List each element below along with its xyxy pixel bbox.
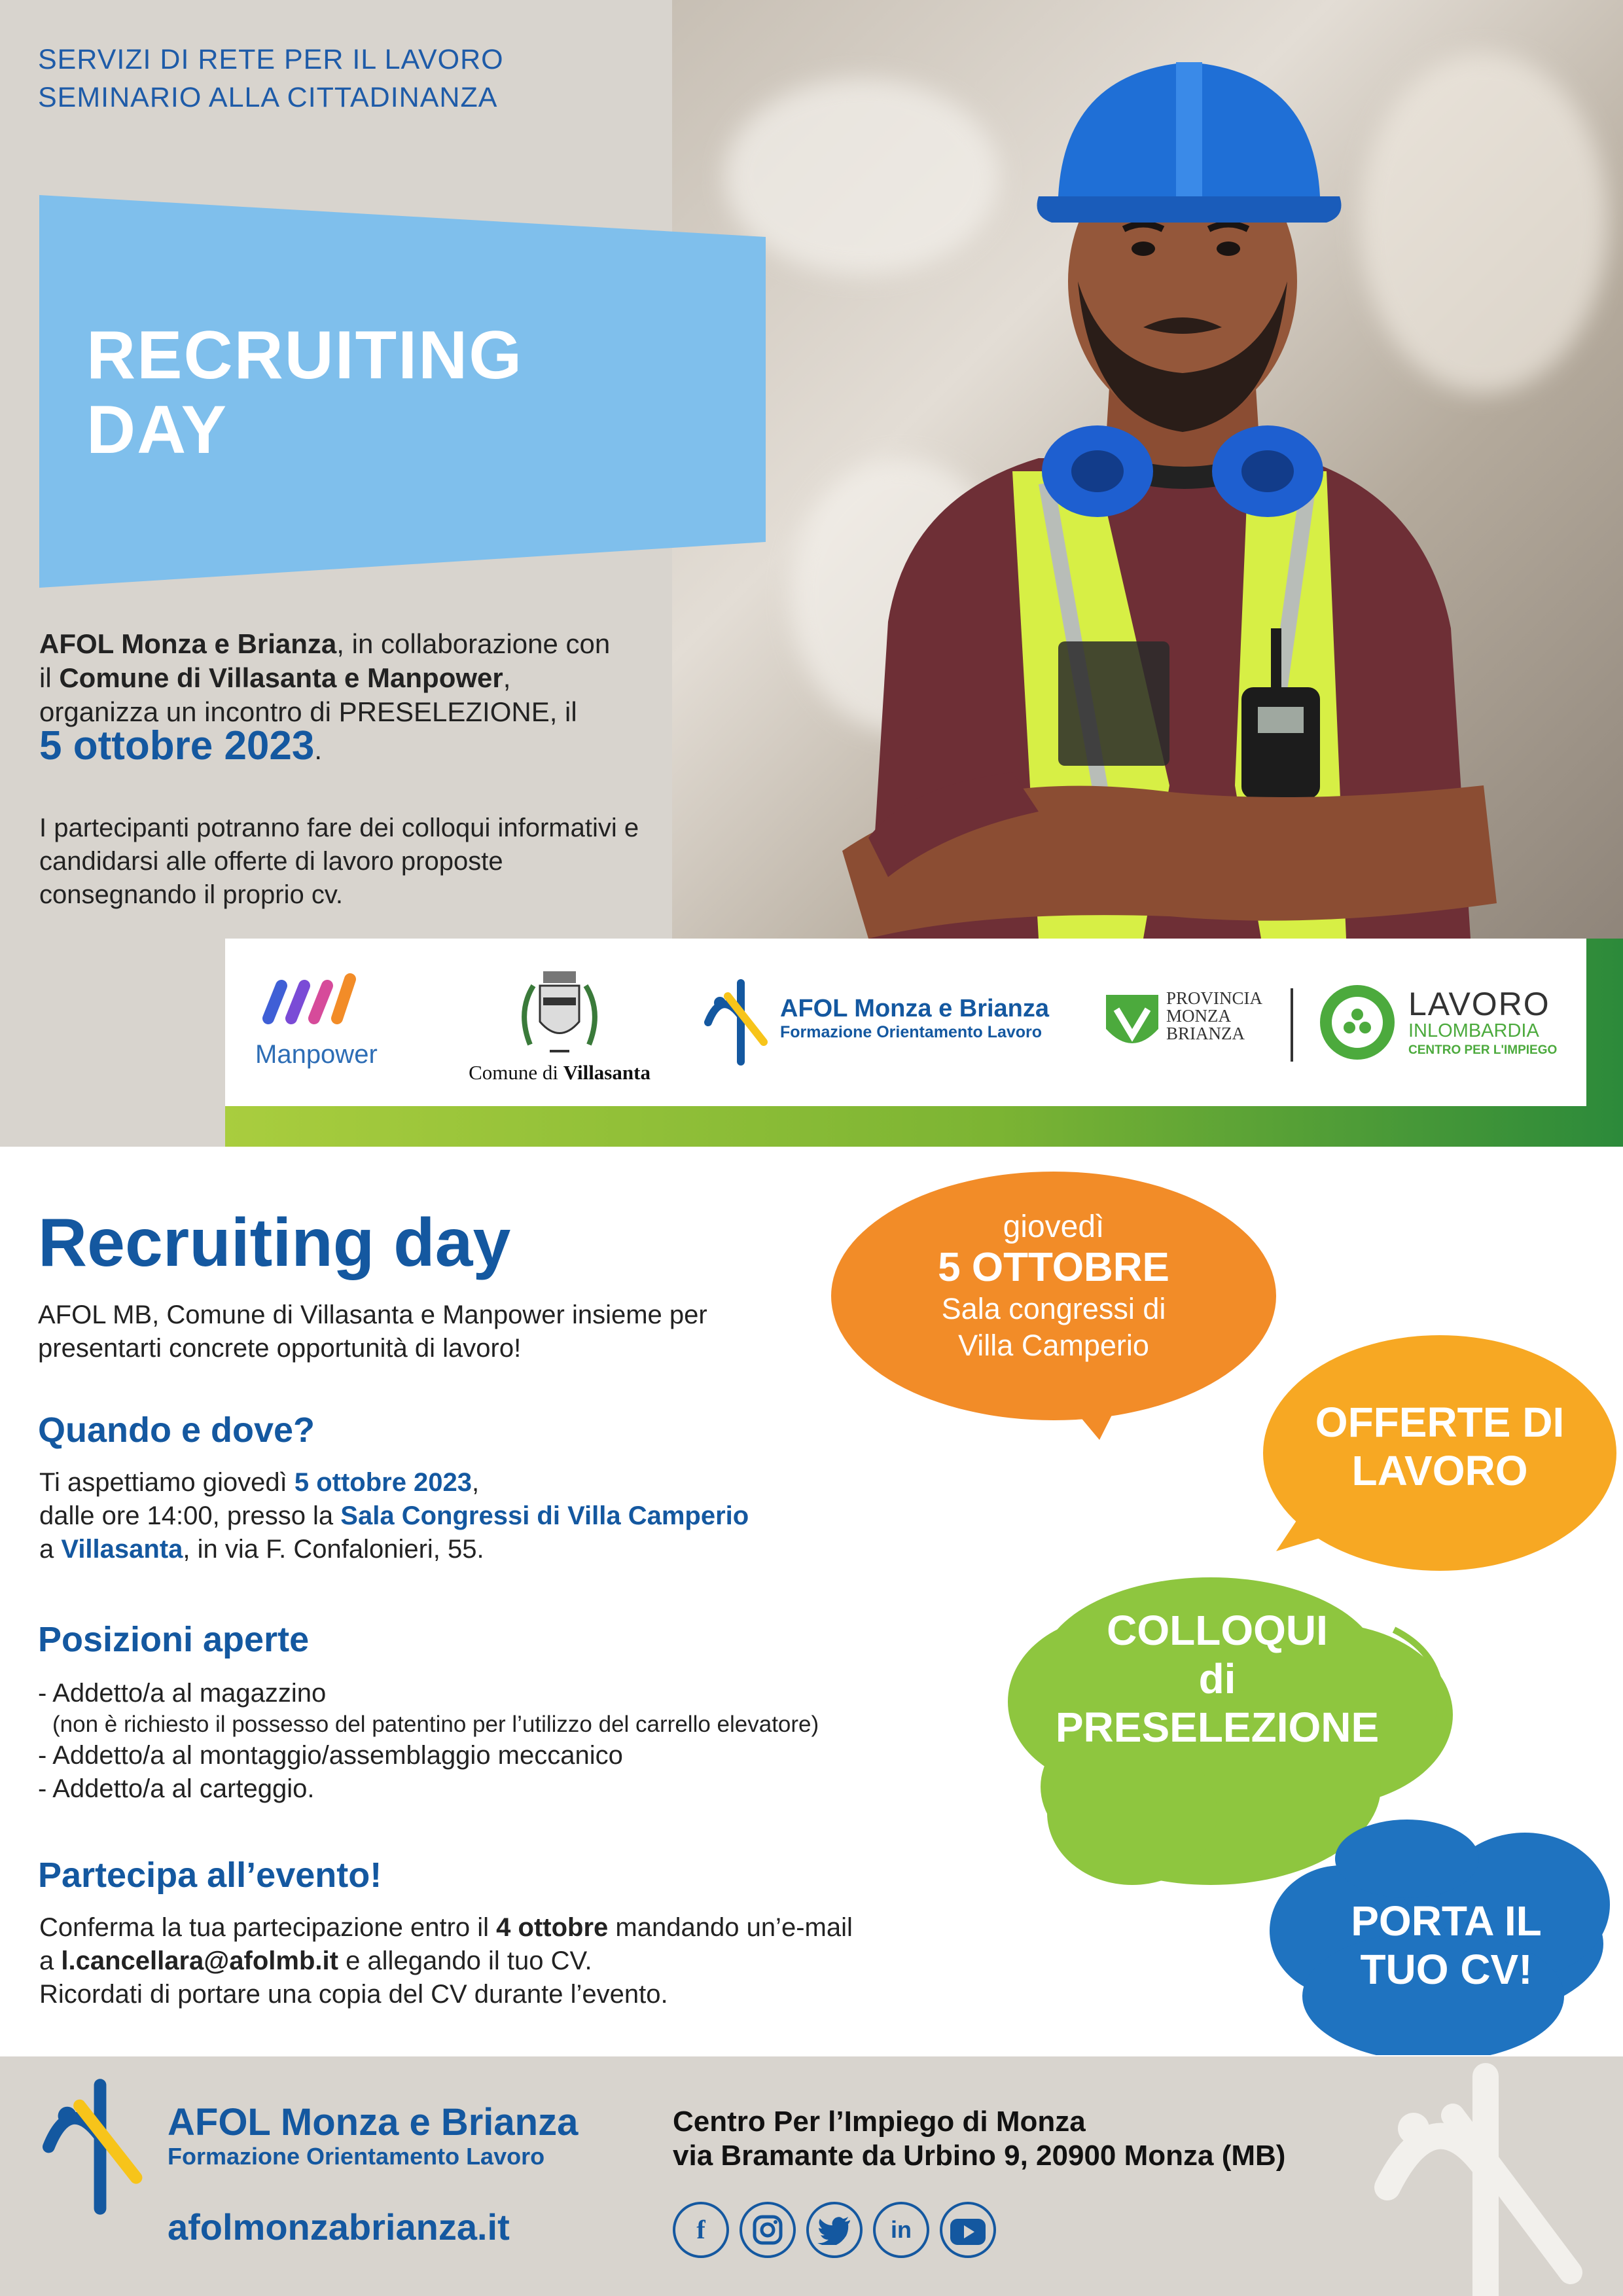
footer-afol-logo [38, 2075, 162, 2222]
intro-text-3: . [314, 734, 323, 765]
date-bubble-place-2: Villa Camperio [958, 1329, 1149, 1362]
provincia-line-1: PROVINCIA [1166, 988, 1263, 1008]
intro-text-2: , organizza un incontro di PRESELEZIONE, il [39, 662, 577, 727]
intro-paragraph-2: I partecipanti potranno fare dei colloqui informativi e candidarsi alle offerte di lavoro proposte consegnando il proprio cv. [39, 814, 639, 909]
footer-afol-sub: Formazione Orientamento Lavoro [168, 2143, 545, 2170]
footer-website[interactable]: afolmonzabrianza.it [168, 2206, 510, 2248]
provincia-line-3: BRIANZA [1166, 1024, 1245, 1043]
when-text-3: dalle ore 14:00, presso la [39, 1501, 341, 1530]
youtube-icon[interactable] [940, 2202, 996, 2258]
lavoro-lombardia-logo [1318, 983, 1558, 1065]
when-date: 5 ottobre 2023 [294, 1468, 473, 1497]
main-title: Recruiting day [38, 1205, 511, 1281]
when-text-5: , in via F. Confalonieri, 55. [183, 1535, 484, 1564]
instagram-icon[interactable] [740, 2202, 796, 2258]
offers-line-1: OFFERTE DI [1315, 1399, 1565, 1446]
afol-mark-icon [38, 2075, 162, 2219]
when-venue: Sala Congressi di Villa Camperio [340, 1501, 749, 1530]
header-line-1: SERVIZI DI RETE PER IL LAVORO [38, 44, 504, 75]
afol-logo-sub: Formazione Orientamento Lavoro [780, 1023, 1043, 1041]
twitter-icon[interactable] [806, 2202, 863, 2258]
banner-title-line-2: DAY [86, 392, 228, 468]
join-deadline: 4 ottobre [496, 1913, 609, 1942]
footer-afol-text [168, 2102, 578, 2170]
lavoro-ring-icon [1318, 983, 1397, 1062]
comune-logo [452, 966, 668, 1085]
coat-of-arms-icon [517, 966, 602, 1058]
when-town: Villasanta [61, 1535, 183, 1564]
manpower-label: Manpower [255, 1040, 378, 1069]
when-heading: Quando e dove? [38, 1410, 315, 1450]
footer-office-line-2: via Bramante da Urbino 9, 20900 Monza (MB) [673, 2140, 1286, 2172]
logo-divider [1291, 988, 1293, 1062]
lavoro-centro: CENTRO PER L'IMPIEGO [1408, 1043, 1558, 1057]
position-item: - Addetto/a al montaggio/assemblaggio meccanico [38, 1741, 623, 1770]
logo-panel [225, 939, 1586, 1106]
intro-org: AFOL Monza e Brianza [39, 628, 337, 659]
date-bubble-place-1: Sala congressi di [941, 1292, 1166, 1325]
afol-logo-name: AFOL Monza e Brianza [780, 995, 1050, 1022]
when-text-1: Ti aspettiamo giovedì [39, 1468, 294, 1497]
header-line-2: SEMINARIO ALLA CITTADINANZA [38, 82, 498, 113]
date-bubble-day: giovedì [1003, 1210, 1105, 1244]
provincia-logo [1103, 988, 1263, 1061]
when-text-2: , [472, 1468, 480, 1497]
join-text-5: Ricordati di portare una copia del CV durante l’evento. [39, 1980, 668, 2009]
position-item: - Addetto/a al magazzino [38, 1679, 327, 1708]
offers-bubble-text [1263, 1398, 1616, 1495]
join-text-3: a [39, 1946, 62, 1975]
footer-office-line-1: Centro Per l’Impiego di Monza [673, 2106, 1086, 2138]
footer-afol-name: AFOL Monza e Brianza [168, 2101, 579, 2144]
position-item: - Addetto/a al carteggio. [38, 1774, 315, 1803]
comune-prefix: Comune di [469, 1061, 563, 1084]
worker-photo [672, 0, 1623, 939]
afol-logo [702, 977, 1050, 1071]
hero-section [0, 0, 1623, 1147]
positions-list [38, 1677, 819, 1806]
date-bubble-text [864, 1210, 1243, 1364]
footer-watermark-icon [1361, 2056, 1623, 2296]
position-note: (non è richiesto il possesso del patentino per l’utilizzo del carrello elevatore) [52, 1712, 819, 1737]
afol-mark-icon [702, 977, 780, 1068]
offers-line-2: LAVORO [1351, 1447, 1528, 1494]
provincia-shield-icon [1103, 990, 1161, 1058]
comune-name: Villasanta [563, 1061, 651, 1084]
join-email[interactable]: l.cancellara@afolmb.it [61, 1946, 338, 1975]
interviews-line-3: PRESELEZIONE [1055, 1704, 1380, 1751]
join-text-2: mandando un’e-mail [608, 1913, 853, 1942]
join-text-1: Conferma la tua partecipazione entro il [39, 1913, 497, 1942]
lavoro-in: IN [1408, 1020, 1427, 1041]
intro-text-1: , in collaborazione con il [39, 628, 611, 693]
manpower-logo [255, 973, 378, 1069]
join-heading: Partecipa all’evento! [38, 1856, 382, 1895]
intro-date: 5 ottobre 2023 [39, 723, 315, 768]
cv-bubble-text [1283, 1897, 1610, 1994]
interviews-line-2: di [1198, 1655, 1236, 1702]
banner-title [86, 318, 523, 467]
partner-logo-strip [225, 939, 1623, 1147]
intro-partners: Comune di Villasanta e Manpower [59, 662, 503, 693]
footer-office [673, 2105, 1285, 2173]
linkedin-icon[interactable]: in [873, 2202, 929, 2258]
facebook-icon[interactable]: f [673, 2202, 729, 2258]
when-paragraph [39, 1466, 759, 1566]
lavoro-lombardia: LOMBARDIA [1427, 1020, 1539, 1041]
banner-title-line-1: RECRUITING [86, 317, 524, 393]
footer [0, 2056, 1623, 2296]
join-text-4: e allegando il tuo CV. [338, 1946, 592, 1975]
manpower-mark-icon [255, 973, 366, 1025]
interviews-line-1: COLLOQUI [1107, 1607, 1328, 1654]
main-subtitle: AFOL MB, Comune di Villasanta e Manpower insieme per presentarti concrete opportunità di lavoro! [38, 1300, 707, 1363]
when-text-4: a [39, 1535, 62, 1564]
intro-paragraph [39, 627, 628, 767]
cv-line-2: TUO CV! [1360, 1946, 1533, 1993]
header-text [38, 41, 504, 117]
date-bubble-date: 5 OTTOBRE [938, 1245, 1169, 1290]
positions-heading: Posizioni aperte [38, 1620, 310, 1659]
provincia-line-2: MONZA [1166, 1006, 1231, 1026]
interviews-bubble-text [1008, 1606, 1427, 1751]
lavoro-word: LAVORO [1408, 986, 1550, 1022]
cv-line-1: PORTA IL [1351, 1897, 1542, 1945]
